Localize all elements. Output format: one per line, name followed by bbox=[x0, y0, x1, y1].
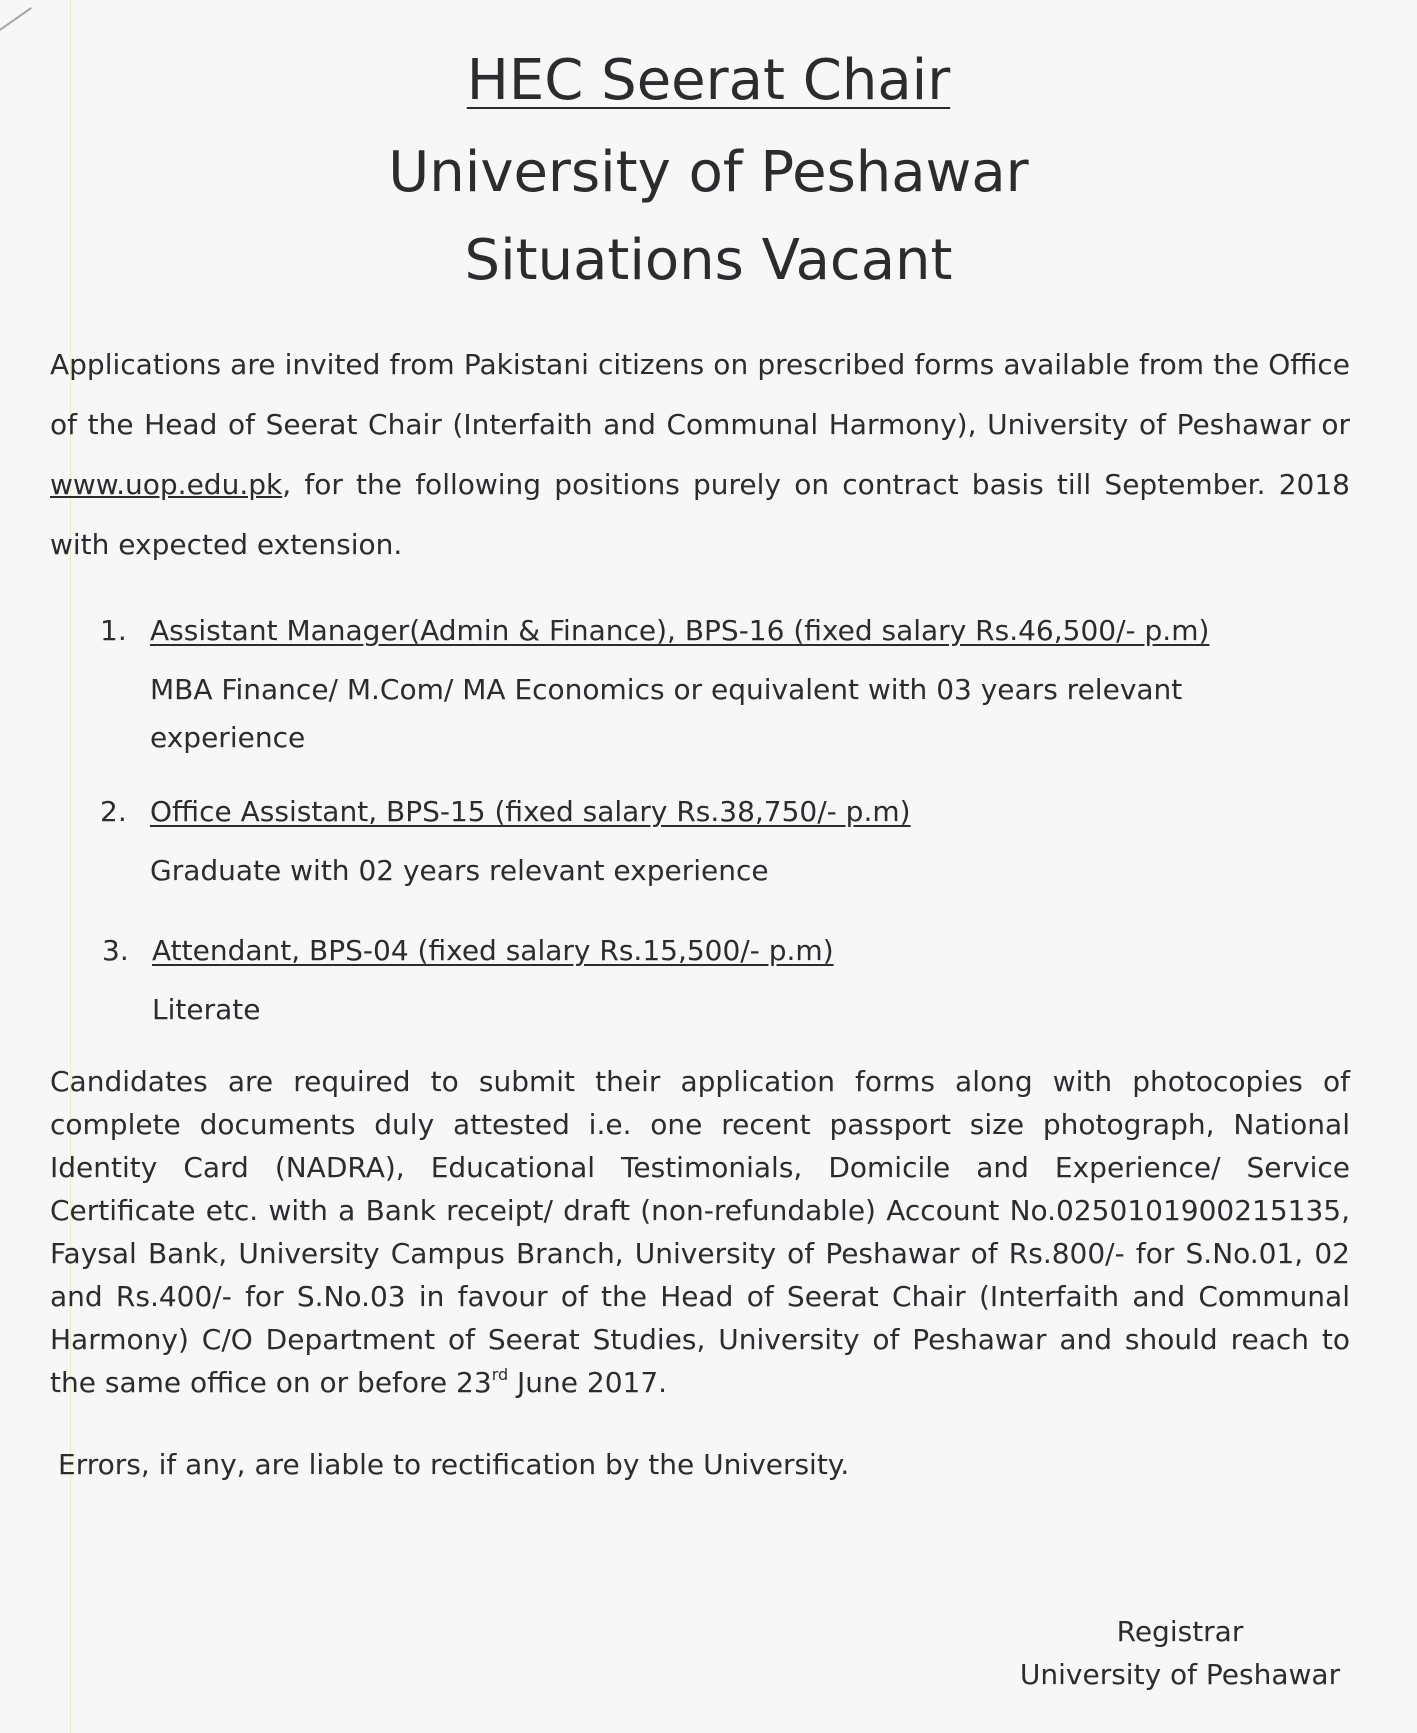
notice-title: Situations Vacant bbox=[464, 228, 953, 293]
position-number: 1. bbox=[100, 614, 127, 647]
position-title: Assistant Manager(Admin & Finance), BPS-16 (fixed salary Rs.46,500/- p.m) bbox=[150, 614, 1210, 647]
signatory-org: University of Peshawar bbox=[1019, 1658, 1341, 1691]
university-title: University of Peshawar bbox=[388, 140, 1029, 205]
position-number: 3. bbox=[102, 934, 129, 967]
intro-text: Applications are invited from Pakistani citizens on prescribed forms available from the Office of the Head of Seerat Chair (Interfaith and Communal Harmony), University of Peshawar or bbox=[50, 348, 1350, 441]
candidates-text: Candidates are required to submit their application forms along with photocopies of complete documents duly attested i.e. one recent passport size photograph, National Identity Card (NADRA), Educational Testimonials, Domicile and Experience/ Service Certificate etc. with a Bank receipt/ draft (non-refundable) Account No.0250101900215135, Faysal Bank, University Campus Branch, University of Peshawar of Rs.800/- for S.No.01, 02 and Rs.400/- for S.No.03 in favour of the Head of Seerat Chair (Interfaith and Communal Harmony) C/O Department of Seerat Studies, University of Peshawar and should reach to the same office on or before 23 bbox=[50, 1065, 1350, 1399]
intro-text-tail: , for the following positions purely on contract basis till September. 2018 with expected extension. bbox=[50, 468, 1350, 561]
signatory-title: Registrar bbox=[1116, 1615, 1244, 1648]
date-tail: June 2017. bbox=[508, 1366, 668, 1399]
position-requirement: MBA Finance/ M.Com/ MA Economics or equivalent with 03 years relevant experience bbox=[150, 673, 1183, 754]
position-title: Office Assistant, BPS-15 (fixed salary Rs.38,750/- p.m) bbox=[150, 795, 911, 828]
position-title: Attendant, BPS-04 (fixed salary Rs.15,500/- p.m) bbox=[152, 934, 834, 967]
date-suffix: rd bbox=[491, 1365, 509, 1384]
chair-title: HEC Seerat Chair bbox=[466, 48, 951, 113]
errors-note: Errors, if any, are liable to rectification by the University. bbox=[58, 1448, 850, 1481]
intro-paragraph bbox=[50, 335, 1350, 575]
position-requirement: Literate bbox=[152, 993, 261, 1026]
position-number: 2. bbox=[100, 795, 127, 828]
position-requirement: Graduate with 02 years relevant experience bbox=[150, 854, 769, 887]
candidates-paragraph bbox=[50, 1060, 1350, 1404]
website-link[interactable]: www.uop.edu.pk bbox=[50, 468, 283, 501]
